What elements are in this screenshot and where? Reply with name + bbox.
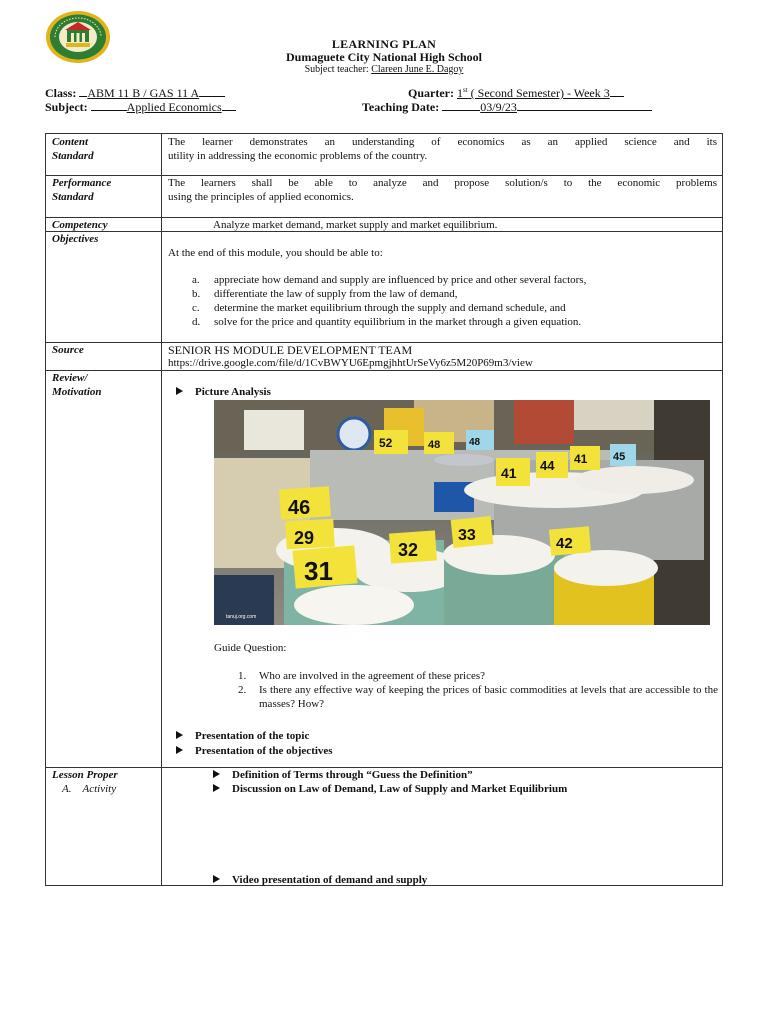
guide-question-label: Guide Question: xyxy=(214,642,287,654)
objective-item xyxy=(169,301,717,315)
list-marker: 1. xyxy=(238,670,247,682)
price-tag: 32 xyxy=(398,540,419,560)
list-marker: c. xyxy=(192,302,200,314)
quarter-detail: ( Second Semester) - Week 3 xyxy=(467,86,610,100)
arrow-bullet-icon xyxy=(176,746,183,754)
definition-terms-bullet xyxy=(213,768,473,782)
price-tag: 48 xyxy=(469,437,481,448)
price-tag: 42 xyxy=(556,535,573,552)
label-line: Review/ xyxy=(52,372,88,384)
activity-text: Activity xyxy=(82,783,117,795)
quarter-number: 1 xyxy=(456,86,463,100)
bullet-text: Presentation of the objectives xyxy=(195,745,333,757)
price-tag: 44 xyxy=(540,458,555,473)
subject-value: Applied Economics xyxy=(126,100,222,114)
bullet-text: Picture Analysis xyxy=(195,386,271,398)
lesson-proper-label: Lesson Proper xyxy=(52,769,118,781)
price-tag: 46 xyxy=(288,497,311,519)
guide-question xyxy=(234,669,718,683)
objective-item xyxy=(169,273,717,287)
performance-standard-line-2: using the principles of applied economics. xyxy=(168,191,354,203)
photo-watermark: tanuj.org.com xyxy=(226,614,257,620)
guide-question xyxy=(234,683,718,711)
objective-text: solve for the price and quantity equilibrium in the market through a given equation. xyxy=(214,316,582,328)
objective-item xyxy=(169,315,717,329)
presentation-topic-bullet xyxy=(176,729,309,743)
source-team: SENIOR HS MODULE DEVELOPMENT TEAM xyxy=(168,343,413,357)
objective-item xyxy=(169,287,717,301)
list-marker: 2. xyxy=(238,684,247,696)
market-rice-prices-photo xyxy=(214,400,710,625)
document-title: LEARNING PLAN xyxy=(331,37,437,51)
price-tag: 48 xyxy=(428,439,441,451)
subject-label: Subject: xyxy=(45,100,88,114)
label-line: Standard xyxy=(52,191,94,203)
performance-standard-line-1: The learners shall be able to analyze and propose solution/s to the economic problems xyxy=(168,177,717,189)
list-marker: a. xyxy=(192,274,200,286)
source-label: Source xyxy=(52,344,84,356)
objectives-label: Objectives xyxy=(52,233,99,245)
list-marker: A. xyxy=(62,783,72,795)
teaching-date-field xyxy=(362,99,652,113)
price-tag: 29 xyxy=(294,528,315,548)
arrow-bullet-icon xyxy=(213,770,220,778)
arrow-bullet-icon xyxy=(176,731,183,739)
label-line: Motivation xyxy=(52,386,102,398)
arrow-bullet-icon xyxy=(213,784,220,792)
list-marker: b. xyxy=(192,288,201,300)
objective-text: differentiate the law of supply from the law of demand, xyxy=(214,288,458,300)
question-text: Is there any effective way of keeping the prices of basic commodities at levels that are accessible to the masses? How? xyxy=(259,684,718,710)
column-divider xyxy=(161,134,162,885)
competency-label: Competency xyxy=(52,219,108,231)
content-standard-line-2: utility in addressing the economic problems of the country. xyxy=(168,150,428,162)
price-tag: 52 xyxy=(379,436,393,450)
bullet-text: Video presentation of demand and supply xyxy=(232,874,428,886)
source-link[interactable]: https://drive.google.com/file/d/1CvBWYU6EpmgjhhtUrSeVy6z5M20P69m3/view xyxy=(168,357,533,369)
subject-field xyxy=(45,99,236,113)
objectives-intro: At the end of this module, you should be able to: xyxy=(168,247,383,259)
quarter-label: Quarter: xyxy=(408,86,454,100)
price-tag: 41 xyxy=(501,465,517,481)
picture-analysis-bullet xyxy=(176,385,271,399)
class-field xyxy=(45,85,225,99)
objectives-list xyxy=(169,273,717,329)
price-tag: 45 xyxy=(613,451,626,463)
video-presentation-bullet xyxy=(213,873,427,887)
quarter-field xyxy=(408,85,624,99)
arrow-bullet-icon xyxy=(176,387,183,395)
review-motivation-label xyxy=(52,371,102,399)
school-name: Dumaguete City National High School xyxy=(285,50,482,64)
teacher-label: Subject teacher: xyxy=(304,64,369,75)
arrow-bullet-icon xyxy=(213,875,220,883)
class-value: ABM 11 B / GAS 11 A xyxy=(87,86,200,100)
label-line: Content xyxy=(52,136,89,148)
discussion-bullet xyxy=(213,782,567,796)
row-divider xyxy=(46,370,722,371)
teaching-date-value: 03/9/23 xyxy=(480,100,517,114)
presentation-objectives-bullet xyxy=(176,744,333,758)
teaching-date-label: Teaching Date: xyxy=(362,100,440,114)
label-line: Standard xyxy=(52,150,94,162)
quarter-superscript: st xyxy=(462,86,468,94)
price-tag: 41 xyxy=(574,452,588,466)
performance-standard-label xyxy=(52,176,111,204)
content-standard-line-1: The learner demonstrates an understanding of economics as an applied science and its xyxy=(168,136,717,148)
teacher-name: Clareen June E. Dagoy xyxy=(371,64,464,75)
list-marker: d. xyxy=(192,316,201,328)
objective-text: appreciate how demand and supply are influenced by price and other several factors, xyxy=(214,274,587,286)
competency-text: Analyze market demand, market supply and market equilibrium. xyxy=(213,219,498,231)
class-label: Class: xyxy=(45,86,77,100)
question-text: Who are involved in the agreement of these prices? xyxy=(259,670,486,682)
content-standard-label xyxy=(52,135,94,163)
learning-plan-table xyxy=(45,133,723,886)
price-tag: 31 xyxy=(304,556,333,586)
objective-text: determine the market equilibrium through the supply and demand schedule, and xyxy=(214,302,566,314)
label-line: Performance xyxy=(52,177,112,189)
price-tag: 33 xyxy=(458,527,476,544)
guide-questions-list xyxy=(234,669,718,711)
bullet-text: Presentation of the topic xyxy=(195,730,310,742)
bullet-text: Definition of Terms through “Guess the Definition” xyxy=(232,769,473,781)
bullet-text: Discussion on Law of Demand, Law of Supply and Market Equilibrium xyxy=(232,783,568,795)
subject-teacher xyxy=(0,65,768,75)
activity-sublabel xyxy=(62,782,116,796)
